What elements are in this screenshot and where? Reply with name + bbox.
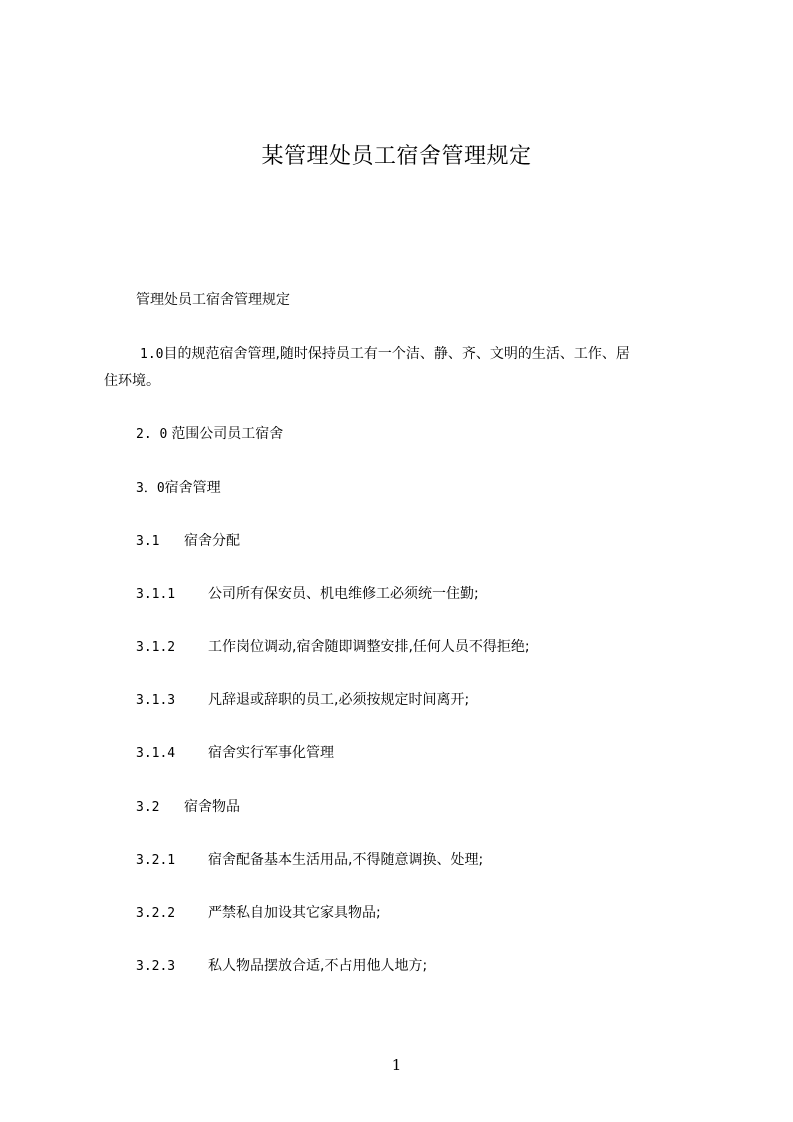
list-item	[104, 953, 736, 980]
item-text: 凡辞退或辞职的员工,必须按规定时间离开;	[208, 692, 470, 708]
list-item	[104, 581, 736, 608]
list-item	[104, 900, 736, 927]
management-number: 3．0	[136, 481, 165, 496]
item-number: 3.1.3	[136, 693, 176, 708]
item-number: 3.2.2	[136, 906, 176, 921]
item-text: 宿舍配备基本生活用品,不得随意调换、处理;	[208, 852, 484, 868]
purpose-number: 1.0	[140, 347, 164, 362]
item-text: 公司所有保安员、机电维修工必须统一住勤;	[208, 586, 479, 602]
allocation-number: 3.1	[136, 534, 160, 549]
allocation-heading	[104, 528, 736, 555]
item-number: 3.2.1	[136, 853, 176, 868]
scope-paragraph	[104, 421, 736, 448]
scope-number: 2. 0	[136, 427, 168, 442]
item-text: 宿舍实行军事化管理	[208, 745, 334, 761]
management-heading	[104, 475, 736, 502]
document-subtitle: 管理处员工宿舍管理规定	[136, 292, 290, 308]
document-title: 某管理处员工宿舍管理规定	[261, 144, 532, 169]
item-number: 3.1.4	[136, 746, 176, 761]
list-item	[104, 687, 736, 714]
list-item	[104, 634, 736, 661]
item-text: 工作岗位调动,宿舍随即调整安排,任何人员不得拒绝;	[208, 639, 530, 655]
list-item	[104, 740, 736, 767]
purpose-paragraph	[104, 341, 704, 394]
item-number: 3.1.2	[136, 640, 176, 655]
management-text: 宿舍管理	[164, 480, 221, 496]
goods-text: 宿舍物品	[184, 799, 240, 815]
purpose-text: 目的规范宿舍管理,随时保持员工有一个洁、静、齐、文明的生活、工作、居	[163, 346, 630, 362]
item-text: 私人物品摆放合适,不占用他人地方;	[208, 958, 428, 974]
list-item	[104, 847, 736, 874]
goods-number: 3.2	[136, 800, 160, 815]
scope-text: 范围公司员工宿舍	[171, 426, 284, 442]
item-number: 3.2.3	[136, 959, 176, 974]
item-number: 3.1.1	[136, 587, 176, 602]
purpose-continuation: 住环境。	[104, 373, 160, 389]
goods-heading	[104, 794, 736, 821]
page-number: 1	[391, 1056, 402, 1074]
allocation-text: 宿舍分配	[184, 533, 240, 549]
item-text: 严禁私自加设其它家具物品;	[208, 905, 381, 921]
